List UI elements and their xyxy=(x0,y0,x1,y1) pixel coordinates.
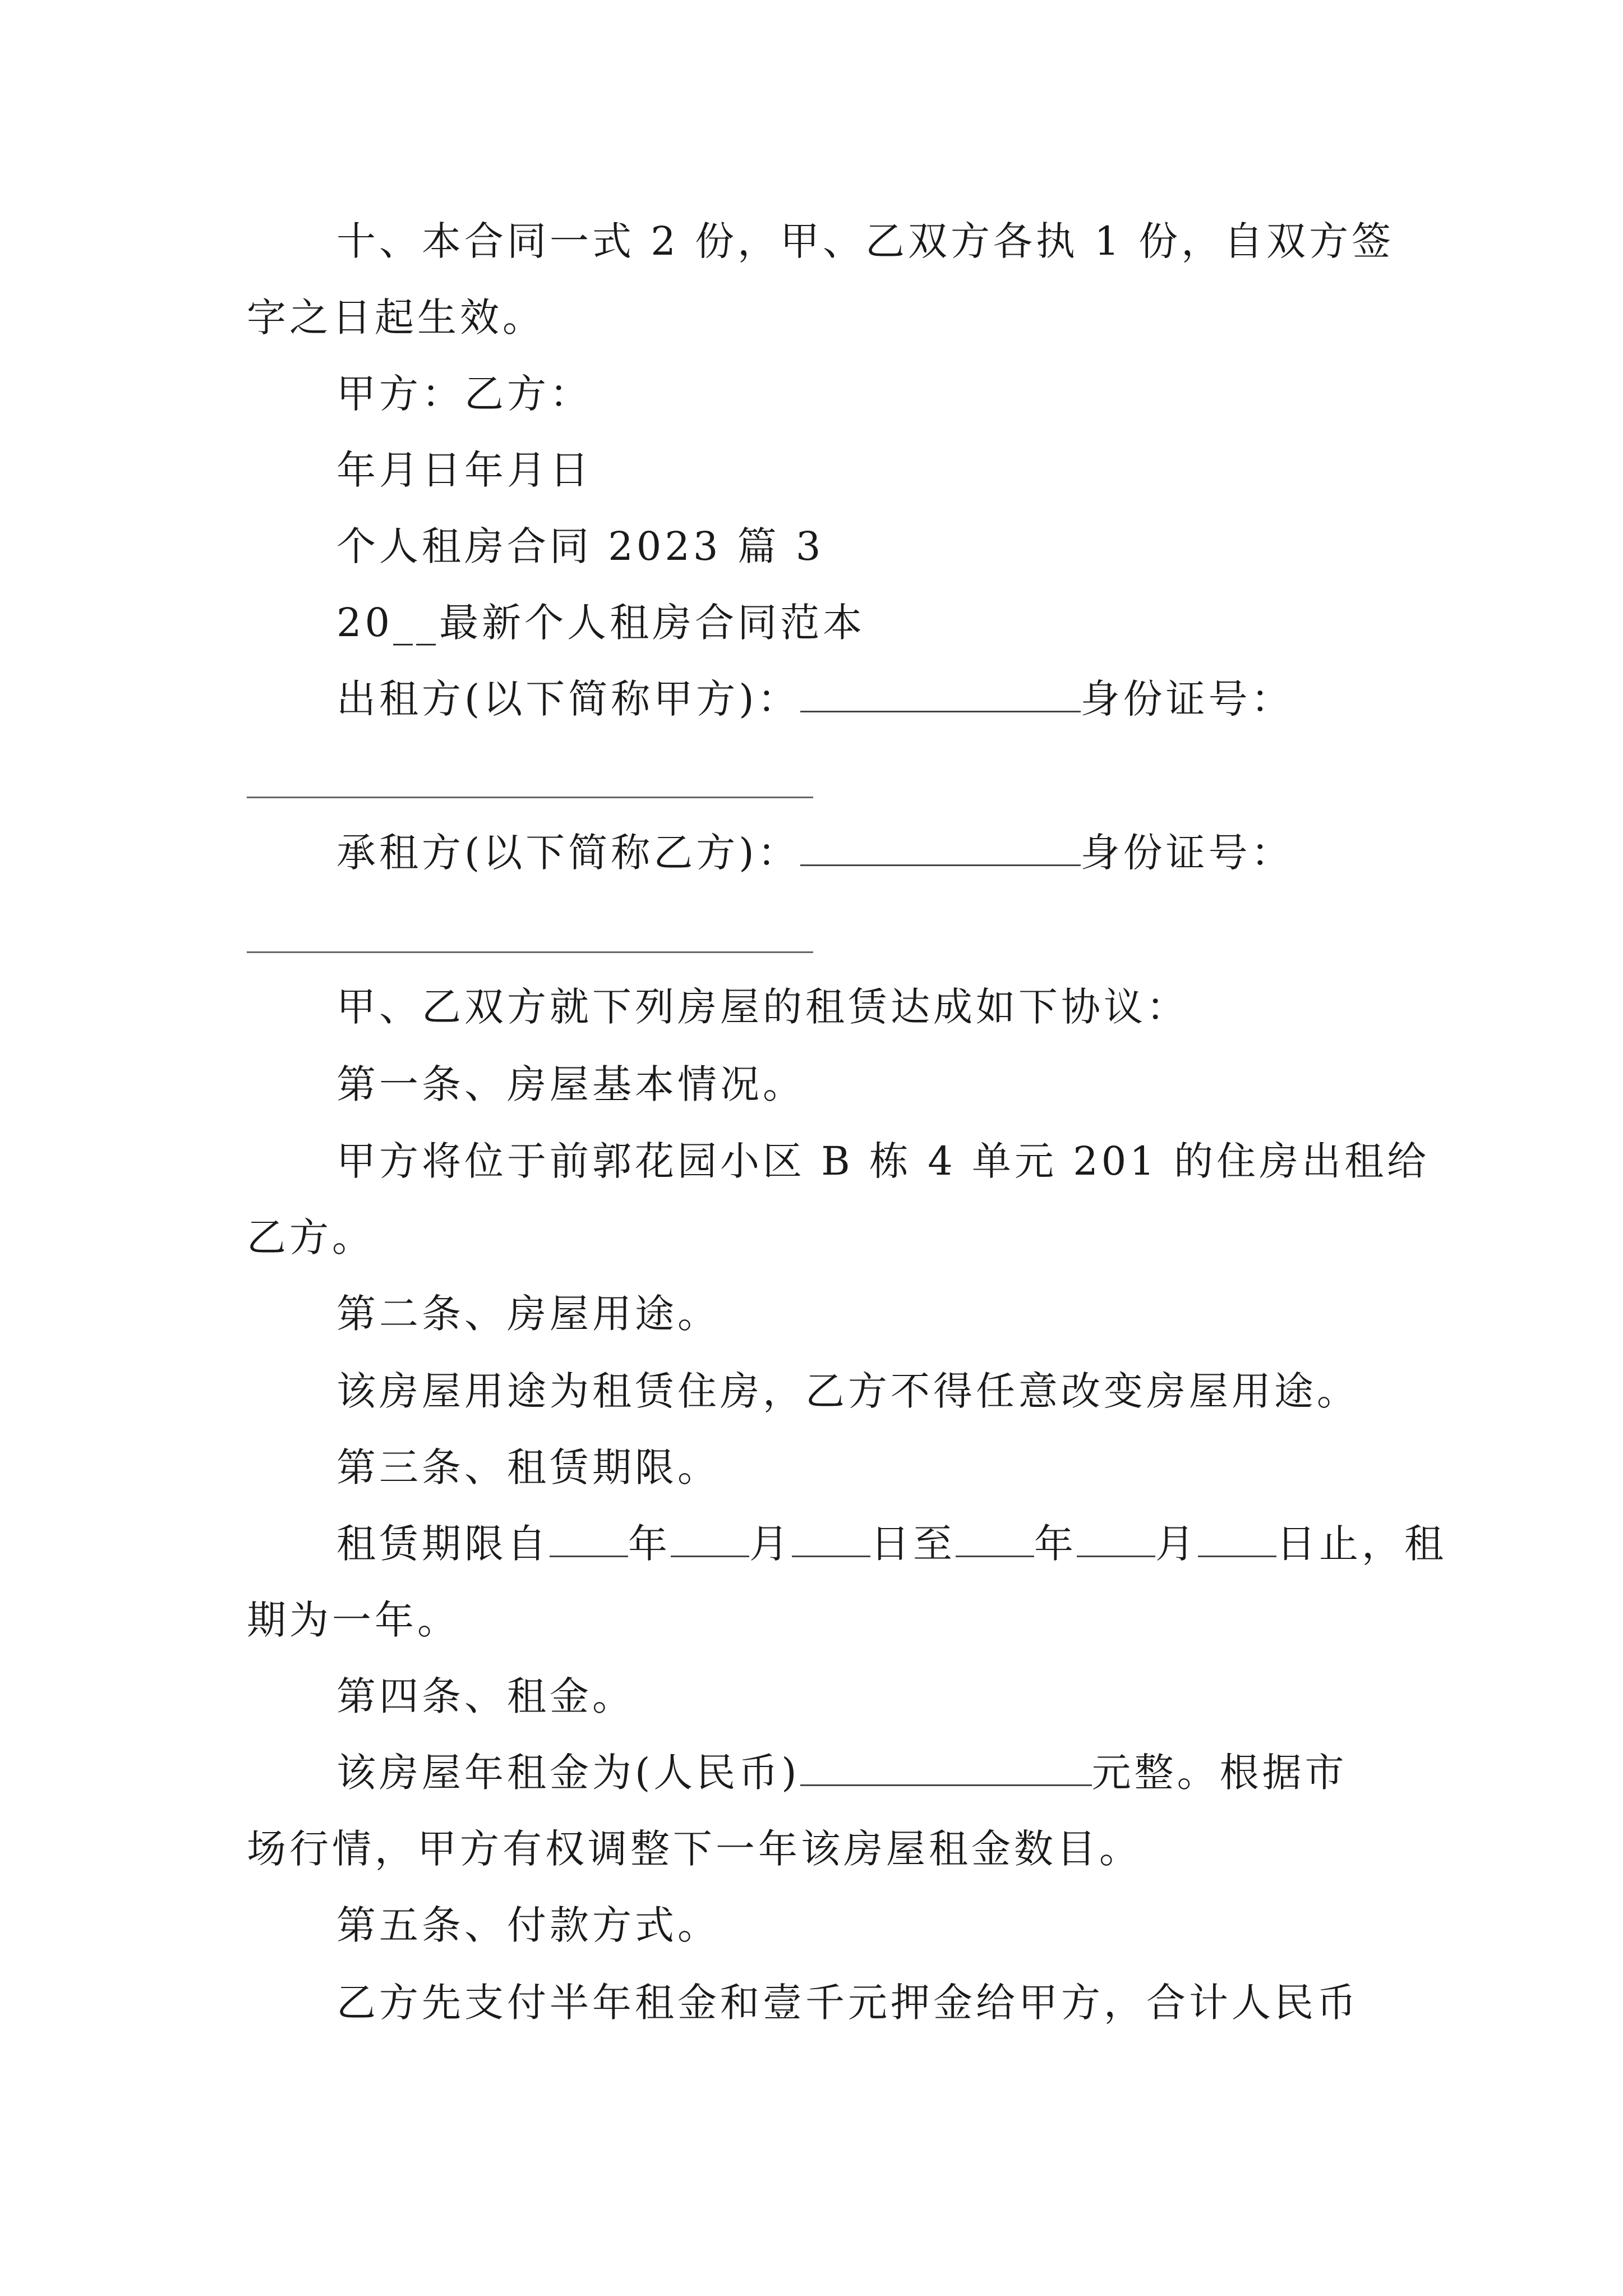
start-day-blank xyxy=(792,1516,870,1557)
lessee-id-blank xyxy=(247,951,813,953)
lease-term-line2: 期为一年。 xyxy=(247,1597,460,1643)
lessee-line xyxy=(336,825,1294,881)
agreement-intro: 甲、乙双方就下列房屋的租赁达成如下协议： xyxy=(336,984,1189,1030)
section-heading: 个人租房合同 2023 篇 3 xyxy=(336,523,824,569)
article-three-heading: 第三条、租赁期限。 xyxy=(336,1444,720,1490)
rent-amount-blank xyxy=(800,1745,1092,1786)
start-year-blank xyxy=(550,1516,628,1557)
article-two-heading: 第二条、房屋用途。 xyxy=(336,1291,720,1337)
end-month-blank xyxy=(1077,1516,1155,1557)
start-month-blank xyxy=(671,1516,749,1557)
rent-line2: 场行情，甲方有权调整下一年该房屋租金数目。 xyxy=(247,1826,1142,1872)
signature-dates: 年月日年月日 xyxy=(336,447,592,493)
rent-suffix: 元整。根据市 xyxy=(1091,1750,1348,1796)
lessee-id-label: 身份证号： xyxy=(1080,830,1294,876)
contract-title: 20__最新个人租房合同范本 xyxy=(336,600,866,646)
payment-line: 乙方先支付半年租金和壹千元押金给甲方，合计人民币 xyxy=(336,1980,1359,2026)
term-prefix: 租赁期限自 xyxy=(336,1521,550,1567)
month-label: 月 xyxy=(749,1521,792,1567)
end-year-blank xyxy=(956,1516,1034,1557)
article-one-heading: 第一条、房屋基本情况。 xyxy=(336,1061,805,1107)
article-one-line2: 乙方。 xyxy=(247,1214,375,1260)
lessor-label: 出租方(以下简称甲方)： xyxy=(336,676,800,722)
end-day-blank xyxy=(1198,1516,1276,1557)
article-two-text: 该房屋用途为租赁住房，乙方不得任意改变房屋用途。 xyxy=(336,1368,1359,1414)
day-end-label: 日止，租 xyxy=(1276,1521,1447,1567)
lease-term-line xyxy=(336,1516,1447,1572)
lessee-label: 承租方(以下简称乙方)： xyxy=(336,830,800,876)
lessor-line xyxy=(336,671,1294,727)
day-to-label: 日至 xyxy=(870,1521,956,1567)
article-five-heading: 第五条、付款方式。 xyxy=(336,1902,720,1948)
year-label: 年 xyxy=(628,1521,671,1567)
article-one-line1: 甲方将位于前郭花园小区 B 栋 4 单元 201 的住房出租给 xyxy=(336,1138,1430,1184)
lessee-name-blank xyxy=(800,825,1081,866)
lessor-name-blank xyxy=(800,671,1081,712)
clause-ten-line2: 字之日起生效。 xyxy=(247,295,545,341)
lessor-id-blank xyxy=(247,797,813,798)
article-four-heading: 第四条、租金。 xyxy=(336,1673,635,1719)
month-label: 月 xyxy=(1155,1521,1198,1567)
rent-prefix: 该房屋年租金为(人民币) xyxy=(336,1750,800,1796)
year-label: 年 xyxy=(1034,1521,1077,1567)
signature-parties: 甲方：乙方： xyxy=(336,371,592,417)
rent-line xyxy=(336,1745,1348,1801)
clause-ten-line1: 十、本合同一式 2 份，甲、乙双方各执 1 份，自双方签 xyxy=(336,218,1395,264)
lessor-id-label: 身份证号： xyxy=(1080,676,1294,722)
